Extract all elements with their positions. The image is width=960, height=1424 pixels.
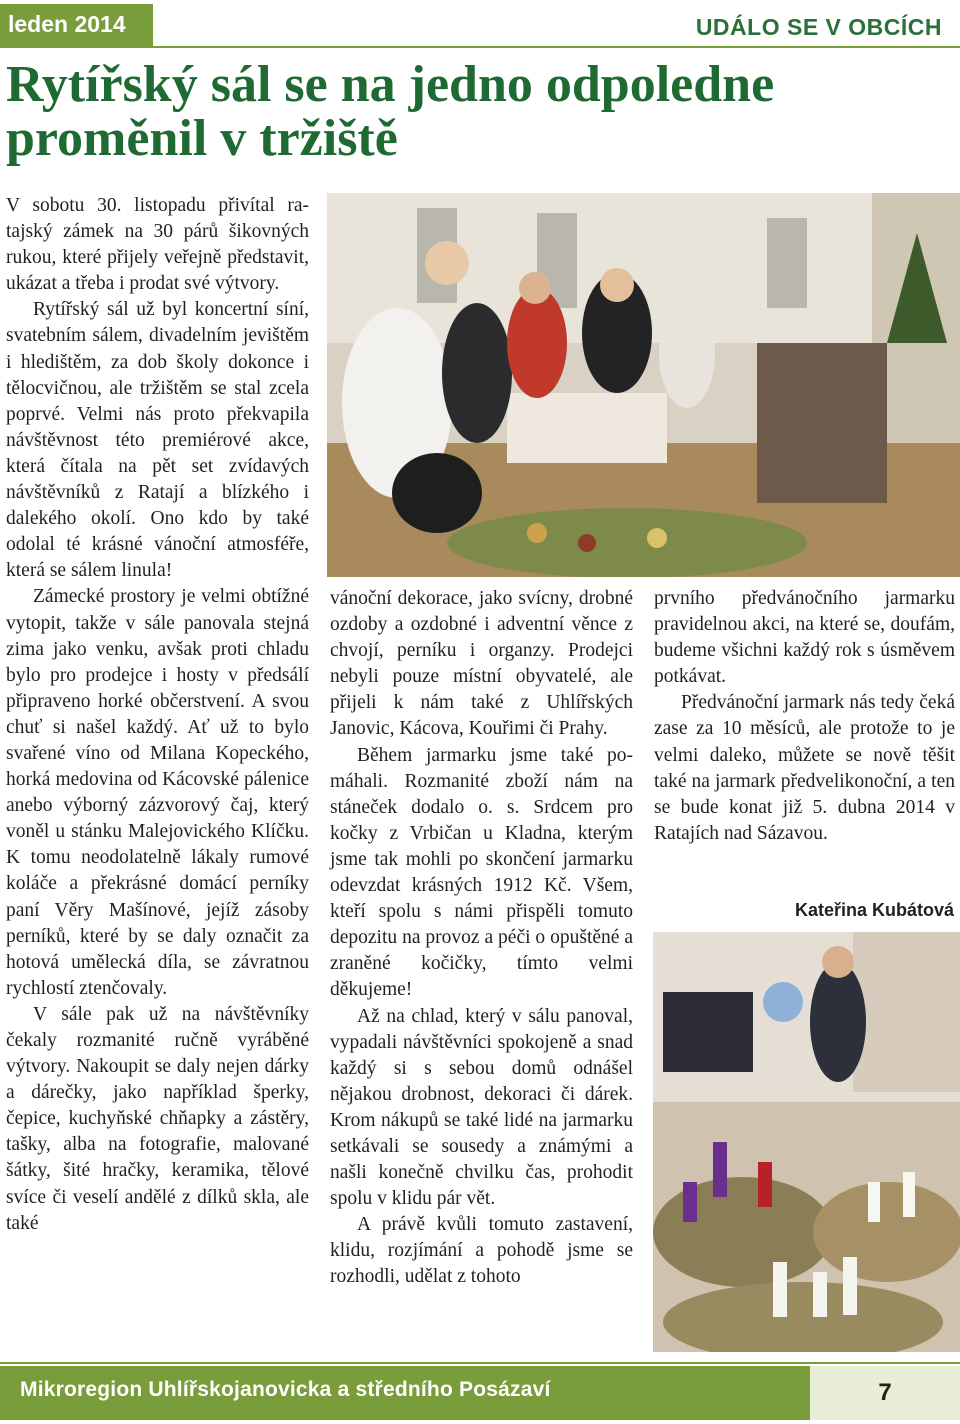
section-rubric: UDÁLO SE V OBCÍCH	[695, 14, 942, 40]
paragraph: Předvánoční jarmark nás tedy čeká zase za 10 měsíců, ale protože to je velmi daleko, můžete se nově těšit také na jarmark předvelikonoční, a ten se bude konat již 5. dubna 2014 v Ratajích nad Sázavou.	[654, 692, 955, 844]
paragraph: Rytířský sál už byl koncertní síní, svatebním sálem, divadelním jevištěm i hledištěm, za dob školy dokonce i tělocvičnou, ale tržištěm se stal zcela poprvé. Velmi nás proto překvapila návštěvnost této premiérové akce, která čítala na pět set zvídavých návštěvníků z Ratají a blízkého i dalekého okolí. Ono kdo by také odolal té krásné vánoční atmosféře, která se sálem linula!	[6, 299, 309, 582]
issue-date: leden 2014	[0, 4, 153, 48]
paragraph: prvního předvánočního jarmarku pravidelnou akci, na které se, doufám, budeme všichni každý rok s úsměvem potkávat.	[654, 588, 955, 688]
footer-divider	[0, 1362, 960, 1364]
article-headline: Rytířský sál se na jedno odpoledne proměnil v tržiště	[6, 56, 775, 167]
publication-title: Mikroregion Uhlířskojanovicka a středního Posázaví	[20, 1378, 551, 1401]
paragraph: Během jarmarku jsme také pomáhali. Rozmanité zboží nám na stáneček dodalo o. s. Srdcem pro kočky z Vrbičan u Kladna, kterým jsme tak mohli po skončení jarmarku odevzdat krásných 1912 Kč. Všem, kteří spolu s námi přispěli tomuto depozitu na provoz a péči o opuštěné a zraněné kočičky, tímto velmi děkujeme!	[330, 744, 633, 1001]
paragraph: V sobotu 30. listopadu přivítal ratajský zámek na 30 párů šikovných rukou, které přijely veřejně představit, ukázat a třeba i prodat své výtvory.	[6, 195, 309, 295]
paragraph: Zámecké prostory je velmi obtížné vytopit, takže v sále panovala stejná zima jako venku, avšak proti chladu bylo pro prodejce i hosty v předsálí připraveno horké občerstvení. A svou chuť si našel každý. Ať už to bylo svařené víno od Milana Kopeckého, horká medovina od Kácovské pálenice anebo výborný zázvorový čaj, který voněl u stánku Malejovického Klíčku. K tomu neodolatelně lákaly rumové koláče a překrásné domácí perníky paní Věry Mašínové, jejíž zásoby perníků, které by se daly označit za hotová umělecká díla, se závratnou rychlostí ztenčovaly.	[6, 586, 309, 999]
article-column-1	[6, 193, 309, 1237]
paragraph: A právě kvůli tomuto zastavení, klidu, rozjímání a pohodě jsme se rozhodli, udělat z tohoto	[330, 1214, 633, 1288]
article-column-3	[654, 586, 955, 847]
header-divider	[153, 46, 960, 48]
article-author: Kateřina Kubátová	[794, 900, 954, 920]
article-column-2	[330, 586, 633, 1291]
paragraph: vánoční dekorace, jako svícny, drobné ozdoby a ozdobné i adventní věnce z chvojí, perníku i organzy. Prodejci nebyli pouze místní obyvatelé, ale přijeli k nám také z Uhlířských Janovic, Kácova, Kouřimi či Prahy.	[330, 588, 633, 740]
page-number: 7	[810, 1366, 960, 1420]
paragraph: V sále pak už na návštěvníky čekaly rozmanité ručně vyráběné výtvory. Nakoupit se daly nejen dárky a dárečky, jako například šperky, čepice, kuchyňské chňapky a zástěry, tašky, alba na fotografie, malované šátky, šité hračky, keramika, tělové svíce či veselí andělé z dílků skla, ale také	[6, 1003, 309, 1234]
market-hall-photo	[327, 193, 960, 577]
paragraph: Až na chlad, který v sálu panoval, vypadali návštěvníci spokojeně a snad každý si s sebou domů odnášel nějakou drobnost, dekoraci či dárek. Krom nákupů se také lidé na jarmarku setkávali se sousedy a známými a našli konečně chvilku čas, prohodit spolu v klidu pár vět.	[330, 1005, 633, 1210]
advent-wreaths-photo	[653, 932, 960, 1352]
